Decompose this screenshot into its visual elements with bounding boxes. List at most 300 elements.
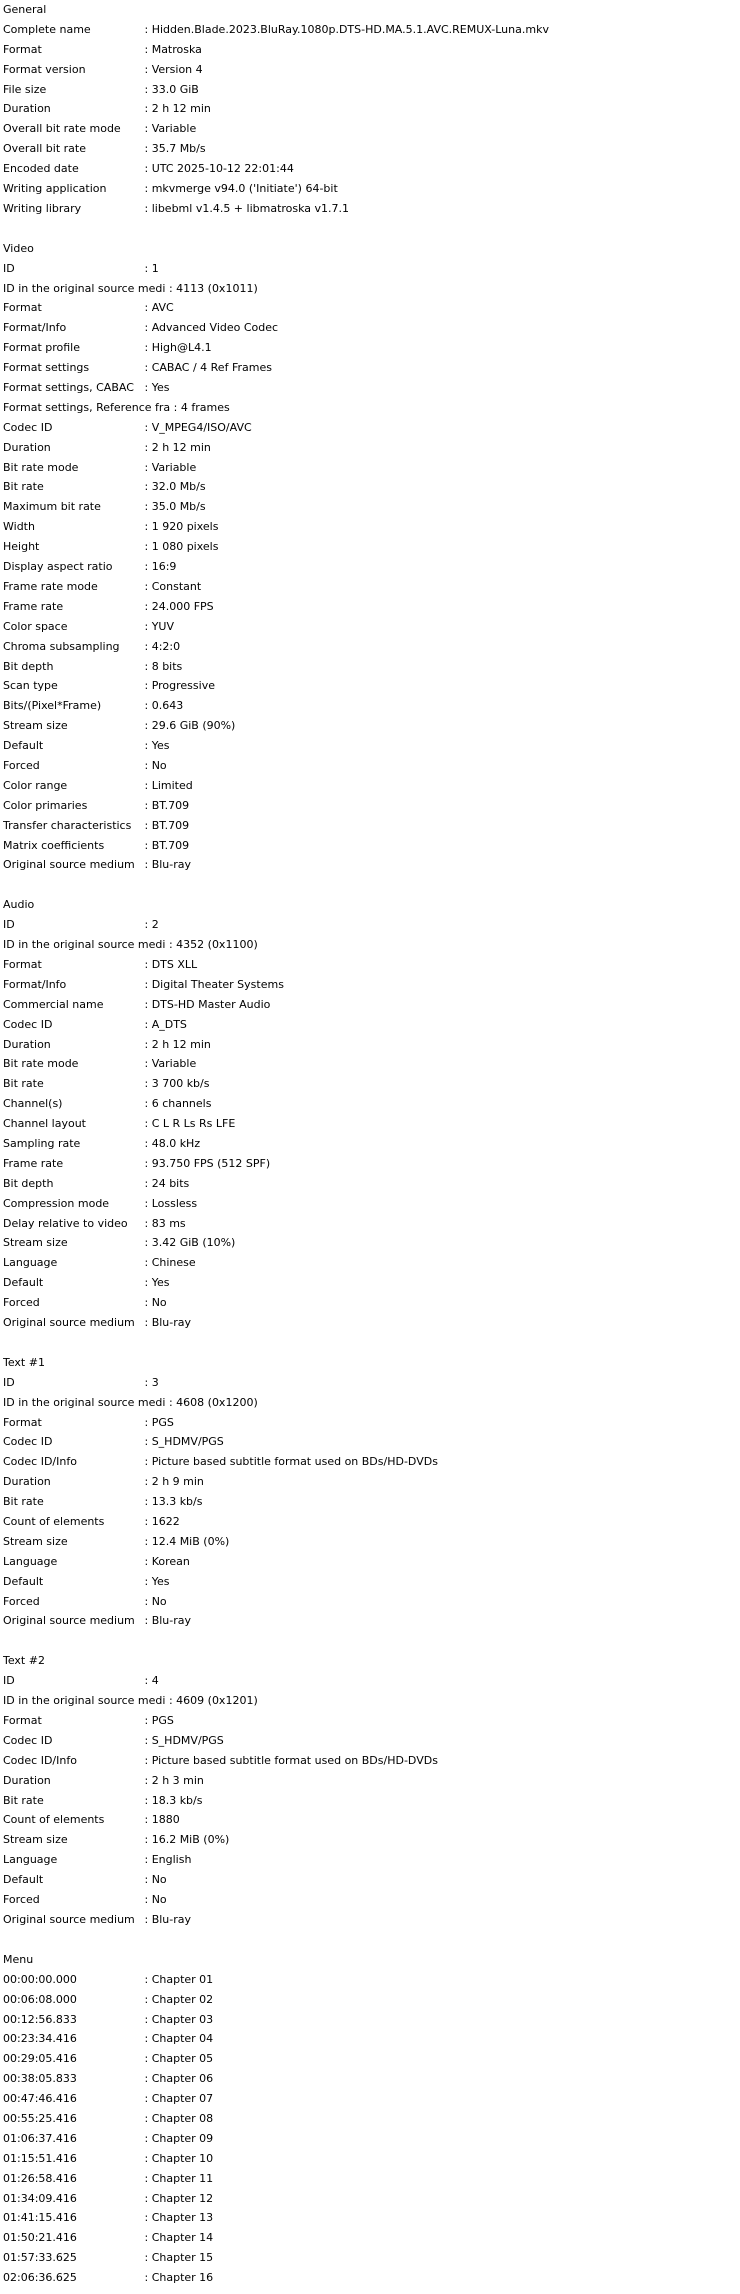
row-value: 1880 <box>151 1813 180 1827</box>
info-row <box>3 1810 740 1830</box>
row-separator: : <box>141 2151 152 2165</box>
info-row <box>3 955 740 975</box>
row-value: 2 h 12 min <box>151 440 211 454</box>
row-label: Delay relative to video <box>3 1216 128 1230</box>
info-row <box>3 1512 740 1532</box>
row-separator: : <box>141 1256 152 1270</box>
row-separator: : <box>141 639 152 653</box>
row-separator: : <box>141 2191 152 2205</box>
row-separator: : <box>141 1893 152 1907</box>
info-row <box>3 1910 740 1930</box>
row-label: 02:06:36.625 <box>3 2271 77 2285</box>
row-label: Duration <box>3 1037 51 1051</box>
row-separator: : <box>141 520 152 534</box>
row-value: No <box>151 1594 167 1608</box>
section-menu <box>3 1950 740 2288</box>
row-label: Writing library <box>3 201 82 215</box>
info-row <box>3 40 740 60</box>
row-value: 3 700 kb/s <box>151 1077 210 1091</box>
row-value: Chapter 13 <box>151 2211 214 2225</box>
info-row <box>3 438 740 458</box>
info-row <box>3 358 740 378</box>
row-separator: : <box>141 1296 152 1310</box>
row-value: Yes <box>151 1574 170 1588</box>
info-row <box>3 1611 740 1631</box>
row-value: No <box>151 758 167 772</box>
row-label: Bit rate <box>3 1793 44 1807</box>
row-label: Stream size <box>3 719 68 733</box>
info-row <box>3 2049 740 2069</box>
row-separator: : <box>141 381 152 395</box>
info-row <box>3 1970 740 1990</box>
section-text-1 <box>3 1353 740 1631</box>
row-label: 01:57:33.625 <box>3 2251 77 2265</box>
info-row <box>3 497 740 517</box>
info-row <box>3 1094 740 1114</box>
info-row <box>3 637 740 657</box>
row-label: Frame rate mode <box>3 579 98 593</box>
info-row <box>3 1850 740 1870</box>
info-row <box>3 2089 740 2109</box>
info-row <box>3 2109 740 2129</box>
row-value: Hidden.Blade.2023.BluRay.1080p.DTS-HD.MA.5.1.AVC.REMUX-Luna.mkv <box>151 22 549 36</box>
row-value: Variable <box>151 1057 197 1071</box>
row-separator: : <box>141 201 152 215</box>
row-label: Bit rate <box>3 1495 44 1509</box>
row-label: Forced <box>3 1893 40 1907</box>
row-value: 1 <box>151 261 159 275</box>
info-row <box>3 99 740 119</box>
row-value: Korean <box>151 1554 190 1568</box>
row-value: Constant <box>151 579 202 593</box>
row-label: Original source medium <box>3 1316 135 1329</box>
row-label: ID <box>3 918 15 932</box>
row-value: 35.0 Mb/s <box>151 500 206 514</box>
row-value: 4 <box>151 1674 159 1688</box>
row-separator: : <box>141 1276 152 1290</box>
info-row <box>3 716 740 736</box>
row-separator: : <box>141 579 152 593</box>
row-value: 3.42 GiB (10%) <box>151 1236 236 1250</box>
row-separator: : <box>141 798 152 812</box>
info-row <box>3 1830 740 1850</box>
info-row <box>3 1273 740 1293</box>
row-value: 4 frames <box>180 400 230 414</box>
row-label: Language <box>3 1853 58 1867</box>
row-value: Chapter 08 <box>151 2111 214 2125</box>
info-row <box>3 1134 740 1154</box>
info-row <box>3 1035 740 1055</box>
row-label: 01:34:09.416 <box>3 2191 77 2205</box>
row-value: Yes <box>151 1276 170 1290</box>
section-video <box>3 239 740 876</box>
section-title: Menu <box>3 1952 34 1966</box>
row-value: 3 <box>151 1375 159 1389</box>
row-value: Matroska <box>151 42 202 56</box>
row-separator: : <box>141 1912 152 1926</box>
info-row <box>3 1413 740 1433</box>
info-row <box>3 2029 740 2049</box>
row-separator: : <box>141 739 152 753</box>
row-separator: : <box>141 22 152 36</box>
row-separator: : <box>141 679 152 693</box>
row-label: Bit rate <box>3 1077 44 1091</box>
row-label: Format <box>3 301 42 315</box>
row-label: ID <box>3 1674 15 1688</box>
row-value: 83 ms <box>151 1216 186 1230</box>
row-value: C L R Ls Rs LFE <box>151 1117 236 1131</box>
row-label: Transfer characteristics <box>3 818 132 832</box>
row-label: Color space <box>3 619 68 633</box>
row-separator: : <box>141 1574 152 1588</box>
row-separator: : <box>141 1554 152 1568</box>
row-label: Format <box>3 42 42 56</box>
row-separator: : <box>141 321 152 335</box>
row-separator: : <box>141 1117 152 1131</box>
row-label: Frame rate <box>3 1156 64 1170</box>
row-label: Overall bit rate mode <box>3 122 121 136</box>
row-label: Format <box>3 1714 42 1728</box>
section-title: Text #2 <box>3 1654 45 1668</box>
row-label: 00:23:34.416 <box>3 2032 77 2046</box>
row-value: Version 4 <box>151 62 203 76</box>
row-label: 01:15:51.416 <box>3 2151 77 2165</box>
row-label: Compression mode <box>3 1196 110 1210</box>
row-label: ID in the original source medi <box>3 938 166 952</box>
info-row <box>3 1870 740 1890</box>
info-row <box>3 159 740 179</box>
row-label: Bit depth <box>3 659 54 673</box>
row-separator: : <box>141 619 152 633</box>
row-separator: : <box>141 1733 152 1747</box>
row-label: Maximum bit rate <box>3 500 101 514</box>
row-value: CABAC / 4 Ref Frames <box>151 361 272 375</box>
row-separator: : <box>141 1216 152 1230</box>
info-row <box>3 1114 740 1134</box>
info-row <box>3 1472 740 1492</box>
section-title: General <box>3 3 47 16</box>
row-value: 16:9 <box>151 560 177 574</box>
row-value: 29.6 GiB (90%) <box>151 719 236 733</box>
row-label: Language <box>3 1554 58 1568</box>
row-value: 2 <box>151 918 159 932</box>
row-label: Matrix coefficients <box>3 838 105 852</box>
info-row <box>3 2010 740 2030</box>
row-label: 00:00:00.000 <box>3 1972 77 1986</box>
row-separator: : <box>141 440 152 454</box>
row-separator: : <box>141 2131 152 2145</box>
row-label: Format/Info <box>3 977 67 991</box>
row-value: 48.0 kHz <box>151 1136 201 1150</box>
row-separator: : <box>141 1176 152 1190</box>
row-label: 01:41:15.416 <box>3 2211 77 2225</box>
info-row <box>3 1194 740 1214</box>
row-label: Original source medium <box>3 858 135 872</box>
row-separator: : <box>141 977 152 991</box>
row-value: Blu-ray <box>151 1614 192 1628</box>
row-separator: : <box>141 1873 152 1887</box>
info-row <box>3 776 740 796</box>
row-separator: : <box>165 1694 177 1708</box>
info-row <box>3 2208 740 2228</box>
row-label: Duration <box>3 440 51 454</box>
info-row <box>3 1791 740 1811</box>
info-row <box>3 577 740 597</box>
info-row <box>3 378 740 398</box>
row-value: English <box>151 1853 192 1867</box>
row-value: 2 h 3 min <box>151 1773 204 1787</box>
row-value: DTS XLL <box>151 957 198 971</box>
row-value: PGS <box>151 1415 174 1429</box>
info-row <box>3 1771 740 1791</box>
row-separator: : <box>141 2271 152 2285</box>
row-separator: : <box>141 1017 152 1031</box>
row-value: Chapter 01 <box>151 1972 214 1986</box>
row-value: DTS-HD Master Audio <box>151 997 271 1011</box>
row-value: Chapter 12 <box>151 2191 214 2205</box>
row-value: No <box>151 1893 167 1907</box>
row-separator: : <box>141 997 152 1011</box>
info-row <box>3 1691 740 1711</box>
row-label: Default <box>3 739 44 753</box>
row-label: Format <box>3 1415 42 1429</box>
row-value: Progressive <box>151 679 215 693</box>
row-separator: : <box>141 1435 152 1449</box>
info-row <box>3 2149 740 2169</box>
section-title: Video <box>3 241 34 255</box>
row-value: Blu-ray <box>151 1912 192 1926</box>
row-separator: : <box>141 1495 152 1509</box>
row-separator: : <box>141 560 152 574</box>
row-label: Bits/(Pixel*Frame) <box>3 699 102 713</box>
info-row <box>3 617 740 637</box>
row-value: 6 channels <box>151 1097 212 1111</box>
row-separator: : <box>165 1395 177 1409</box>
row-value: No <box>151 1873 167 1887</box>
row-label: Stream size <box>3 1833 68 1847</box>
info-row <box>3 1572 740 1592</box>
row-separator: : <box>141 1375 152 1389</box>
row-value: 35.7 Mb/s <box>151 142 206 156</box>
row-label: ID <box>3 261 15 275</box>
row-label: Codec ID/Info <box>3 1753 77 1767</box>
info-row <box>3 139 740 159</box>
section-text-2 <box>3 1651 740 1929</box>
row-separator: : <box>141 1972 152 1986</box>
info-row <box>3 557 740 577</box>
row-label: Format/Info <box>3 321 67 335</box>
row-separator: : <box>141 1475 152 1489</box>
row-value: Yes <box>151 381 170 395</box>
section-audio <box>3 895 740 1333</box>
info-row <box>3 1671 740 1691</box>
info-row <box>3 398 740 418</box>
row-separator: : <box>141 2012 152 2026</box>
row-value: Variable <box>151 122 197 136</box>
row-label: Original source medium <box>3 1614 135 1628</box>
row-separator: : <box>141 1236 152 1250</box>
row-label: Sampling rate <box>3 1136 81 1150</box>
row-separator: : <box>141 42 152 56</box>
info-row <box>3 537 740 557</box>
row-separator: : <box>141 460 152 474</box>
row-value: 2 h 12 min <box>151 102 211 116</box>
info-row <box>3 2189 740 2209</box>
row-value: 4608 (0x1200) <box>176 1395 258 1409</box>
row-label: Count of elements <box>3 1515 105 1529</box>
row-separator: : <box>141 659 152 673</box>
row-value: YUV <box>151 619 174 633</box>
row-value: BT.709 <box>151 818 190 832</box>
row-label: Display aspect ratio <box>3 560 113 574</box>
row-separator: : <box>141 758 152 772</box>
row-separator: : <box>141 599 152 613</box>
row-separator: : <box>141 2032 152 2046</box>
row-label: Channel(s) <box>3 1097 63 1111</box>
info-row <box>3 1552 740 1572</box>
row-label: Codec ID <box>3 1435 53 1449</box>
row-value: Blu-ray <box>151 1316 192 1329</box>
row-value: Yes <box>151 739 170 753</box>
info-row <box>3 298 740 318</box>
row-separator: : <box>141 2231 152 2245</box>
section-title: Text #1 <box>3 1355 45 1369</box>
row-label: Format settings, Reference fra <box>3 400 171 414</box>
row-label: Channel layout <box>3 1117 86 1131</box>
info-row <box>3 1293 740 1313</box>
info-row <box>3 20 740 40</box>
row-value: 2 h 9 min <box>151 1475 204 1489</box>
row-separator: : <box>141 1415 152 1429</box>
row-value: 2 h 12 min <box>151 1037 211 1051</box>
info-row <box>3 2169 740 2189</box>
info-row <box>3 1074 740 1094</box>
row-label: Codec ID/Info <box>3 1455 77 1469</box>
row-value: Chapter 09 <box>151 2131 214 2145</box>
row-value: mkvmerge v94.0 ('Initiate') 64-bit <box>151 182 338 196</box>
row-label: Encoded date <box>3 162 79 176</box>
row-value: Chapter 16 <box>151 2271 214 2285</box>
row-label: Duration <box>3 1773 51 1787</box>
row-value: 8 bits <box>151 659 183 673</box>
info-row <box>3 597 740 617</box>
row-separator: : <box>141 2092 152 2106</box>
info-row <box>3 279 740 299</box>
row-label: Format <box>3 957 42 971</box>
row-label: 00:55:25.416 <box>3 2111 77 2125</box>
row-value: Advanced Video Codec <box>151 321 279 335</box>
row-label: Default <box>3 1873 44 1887</box>
row-label: File size <box>3 82 47 96</box>
row-separator: : <box>141 2052 152 2066</box>
info-row <box>3 259 740 279</box>
info-row <box>3 2248 740 2268</box>
row-value: Chapter 06 <box>151 2072 214 2086</box>
row-separator: : <box>141 261 152 275</box>
row-value: 33.0 GiB <box>151 82 199 96</box>
row-value: Chapter 02 <box>151 1992 214 2006</box>
row-value: libebml v1.4.5 + libmatroska v1.7.1 <box>151 201 350 215</box>
row-separator: : <box>141 1515 152 1529</box>
row-label: Color range <box>3 778 68 792</box>
row-separator: : <box>141 122 152 136</box>
info-row <box>3 418 740 438</box>
row-value: BT.709 <box>151 838 190 852</box>
row-separator: : <box>141 818 152 832</box>
info-row <box>3 1890 740 1910</box>
row-value: Picture based subtitle format used on BDs/HD-DVDs <box>151 1455 438 1469</box>
row-label: 00:38:05.833 <box>3 2072 77 2086</box>
info-row <box>3 517 740 537</box>
row-label: Count of elements <box>3 1813 105 1827</box>
info-row <box>3 1154 740 1174</box>
row-label: Default <box>3 1276 44 1290</box>
row-value: 32.0 Mb/s <box>151 480 206 494</box>
info-row <box>3 1432 740 1452</box>
row-separator: : <box>141 361 152 375</box>
row-separator: : <box>141 1097 152 1111</box>
row-label: Bit rate mode <box>3 1057 79 1071</box>
row-label: Codec ID <box>3 420 53 434</box>
row-separator: : <box>141 1136 152 1150</box>
info-row <box>3 1393 740 1413</box>
info-row <box>3 756 740 776</box>
info-row <box>3 975 740 995</box>
row-separator: : <box>141 1196 152 1210</box>
row-label: 00:12:56.833 <box>3 2012 77 2026</box>
info-row <box>3 1711 740 1731</box>
row-value: A_DTS <box>151 1017 187 1031</box>
row-separator: : <box>141 1077 152 1091</box>
row-label: Codec ID <box>3 1017 53 1031</box>
row-label: 01:26:58.416 <box>3 2171 77 2185</box>
row-separator: : <box>141 1674 152 1688</box>
row-label: Complete name <box>3 22 91 36</box>
info-row <box>3 179 740 199</box>
row-value: No <box>151 1296 167 1310</box>
row-label: Bit rate <box>3 480 44 494</box>
info-row <box>3 1751 740 1771</box>
info-row <box>3 199 740 219</box>
row-separator: : <box>141 778 152 792</box>
info-row <box>3 1452 740 1472</box>
row-value: 93.750 FPS (512 SPF) <box>151 1156 271 1170</box>
info-row <box>3 1592 740 1612</box>
row-separator: : <box>141 420 152 434</box>
row-label: Color primaries <box>3 798 88 812</box>
info-row <box>3 1990 740 2010</box>
row-value: S_HDMV/PGS <box>151 1435 224 1449</box>
row-separator: : <box>141 1853 152 1867</box>
row-separator: : <box>141 1793 152 1807</box>
info-row <box>3 1373 740 1393</box>
row-label: Language <box>3 1256 58 1270</box>
row-label: Duration <box>3 102 51 116</box>
info-row <box>3 1731 740 1751</box>
row-separator: : <box>141 142 152 156</box>
row-label: Duration <box>3 1475 51 1489</box>
row-label: Chroma subsampling <box>3 639 120 653</box>
row-label: Scan type <box>3 679 58 693</box>
row-label: Bit depth <box>3 1176 54 1190</box>
row-separator: : <box>141 2211 152 2225</box>
row-value: 0.643 <box>151 699 184 713</box>
row-value: Chapter 03 <box>151 2012 214 2026</box>
row-value: 4113 (0x1011) <box>176 281 258 295</box>
row-label: ID in the original source medi <box>3 1395 166 1409</box>
row-separator: : <box>141 1455 152 1469</box>
row-value: Chapter 05 <box>151 2052 214 2066</box>
